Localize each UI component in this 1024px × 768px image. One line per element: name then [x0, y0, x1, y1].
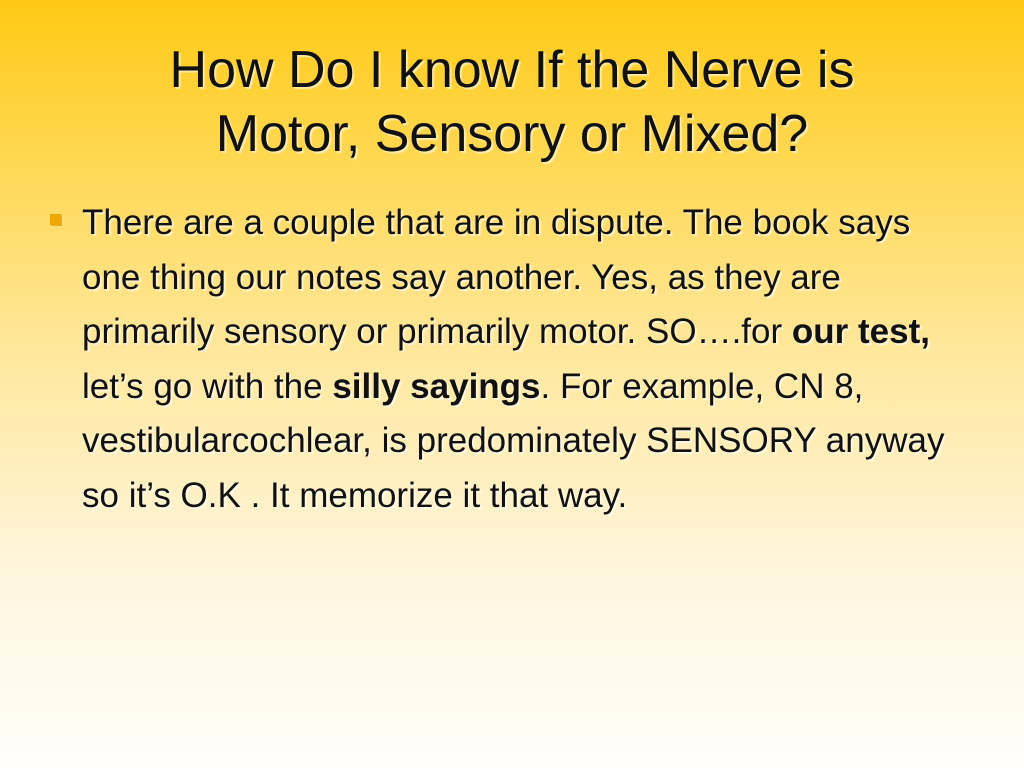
- bullet-bold-our-test: our test,: [791, 312, 930, 351]
- square-bullet-icon: [50, 214, 61, 225]
- slide-title: [40, 38, 984, 166]
- bullet-list: [44, 196, 974, 523]
- bullet-text-part-1: There are a couple that are in dispute. The book says one thing our notes say another. Yes, as they are primarily sensory or primarily motor. SO….for: [82, 203, 911, 351]
- bullet-text-part-3: . For example, CN 8, vestibularcochlear, is predominately SENSORY anyway so it’s O.K . It memorize it that way.: [82, 366, 945, 515]
- bullet-text-part-2: let’s go with the: [82, 366, 333, 406]
- bullet-item: [44, 196, 974, 523]
- slide-title-line-2: Motor, Sensory or Mixed?: [215, 105, 809, 163]
- bullet-bold-silly-sayings: silly sayings: [332, 366, 541, 406]
- slide-title-line-1: How Do I know If the Nerve is: [169, 41, 855, 99]
